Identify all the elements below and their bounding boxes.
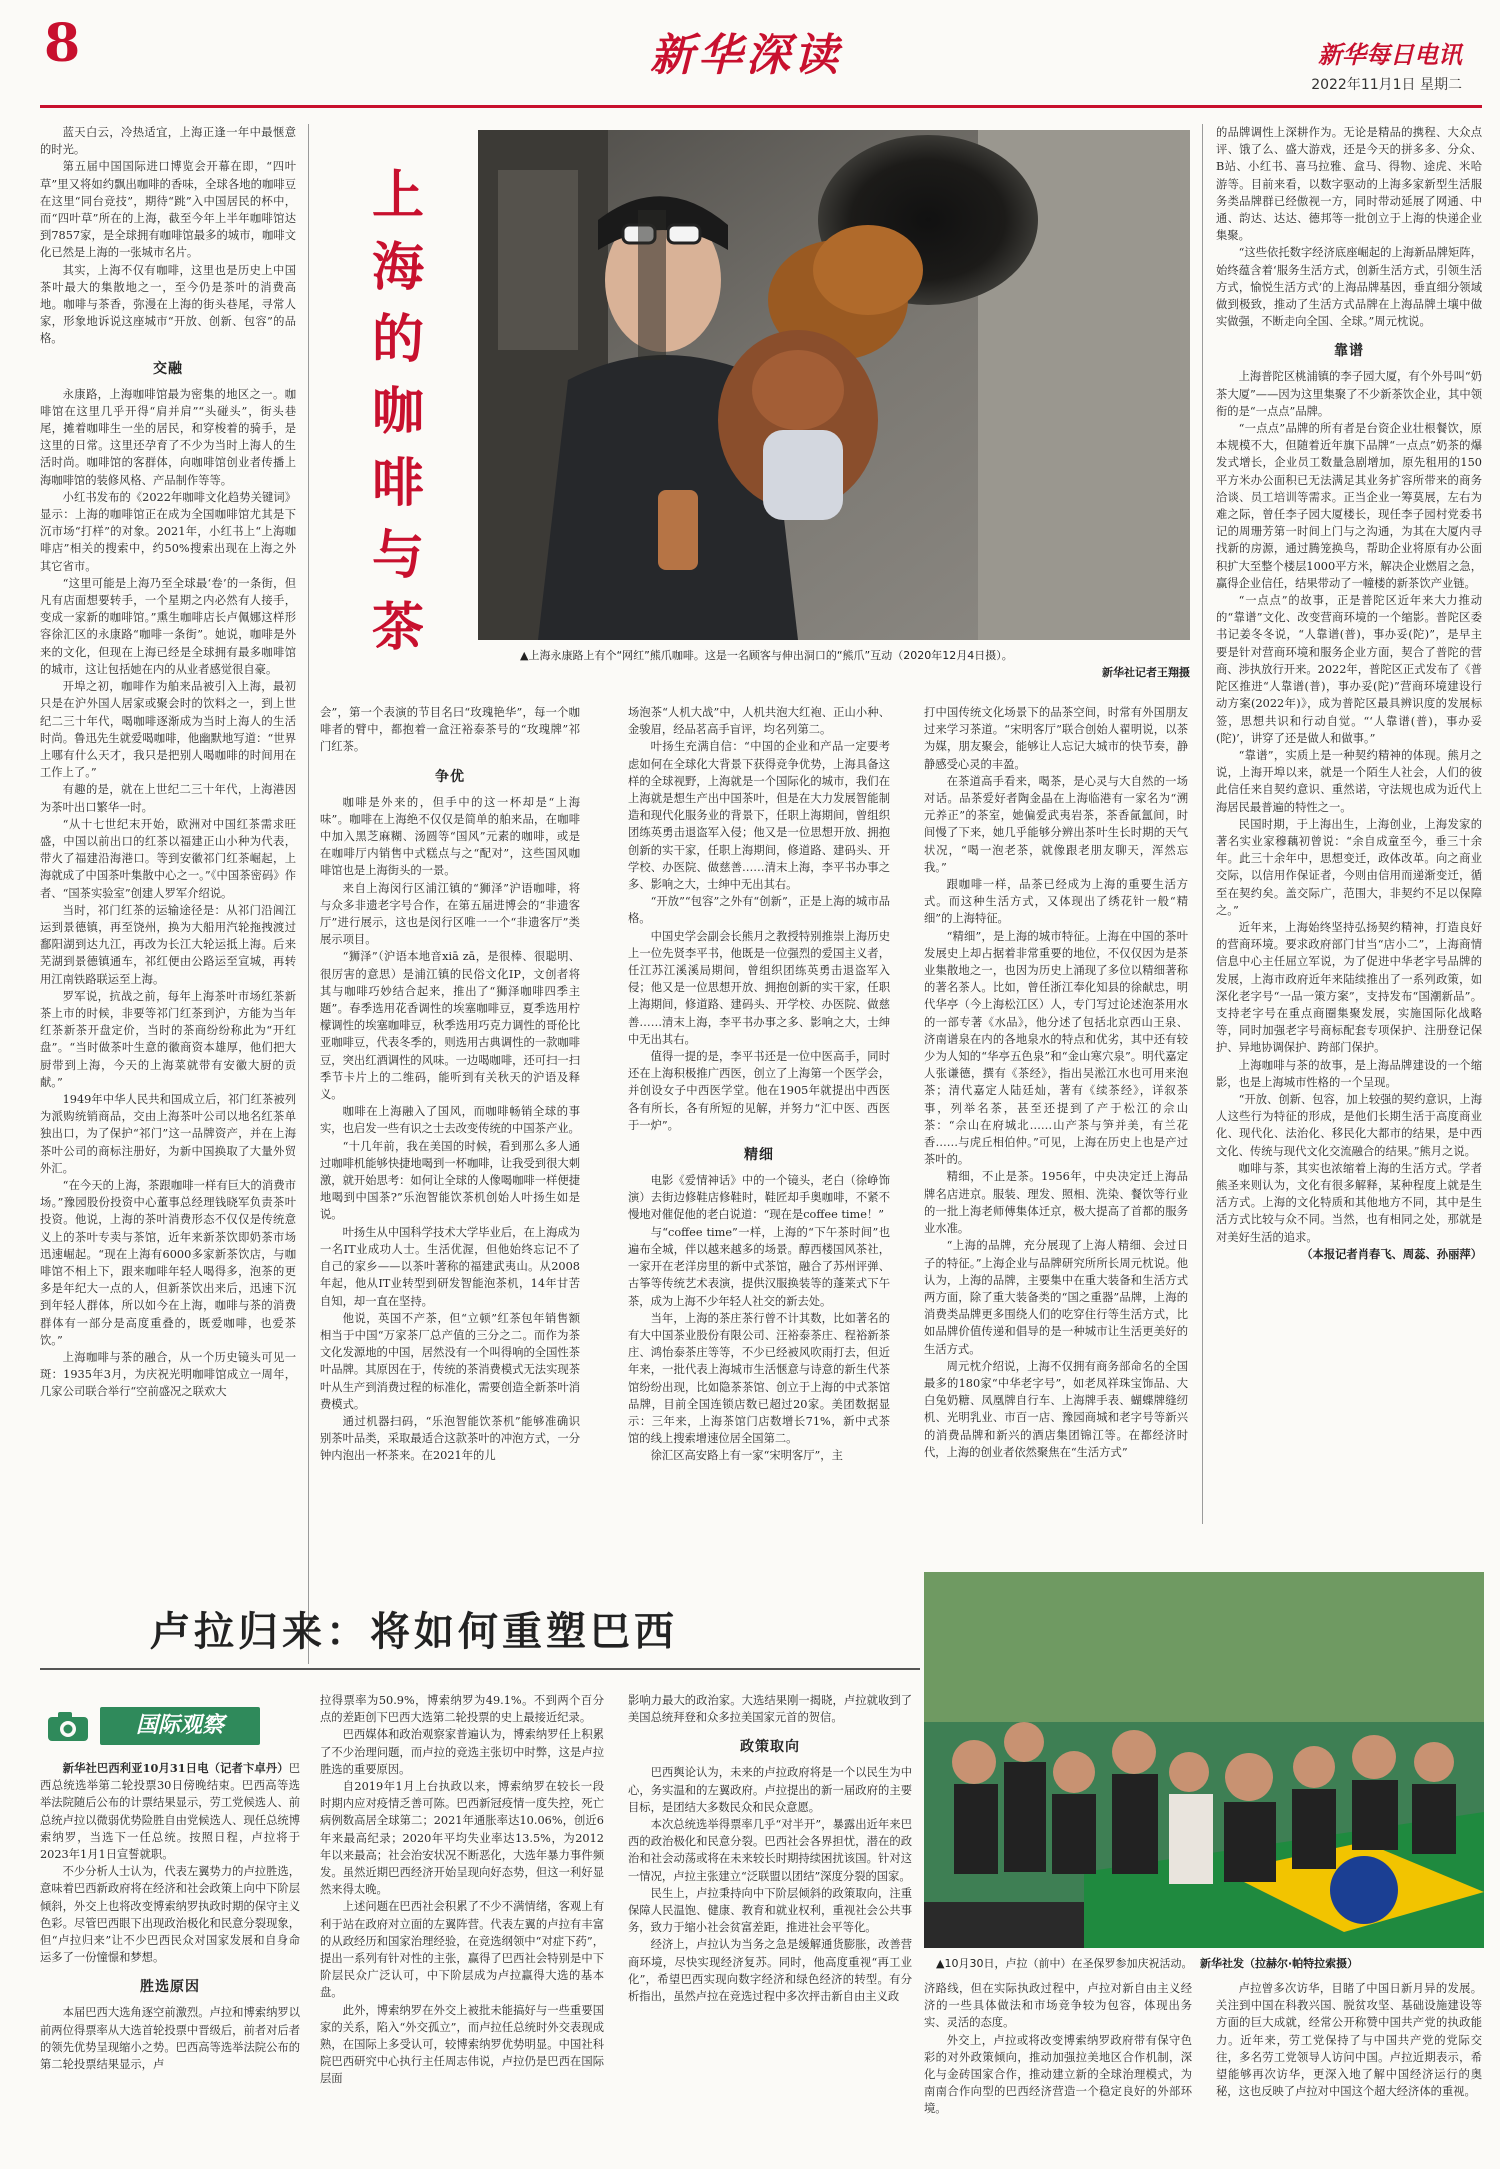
feature-photo [478,130,1190,640]
dateline-paragraph [40,1760,300,1863]
paragraph: “这里可能是上海乃至全球最‘卷’的一条街，但凡有店面想要转手，一个星期之内必然有人接手，变成一家新的咖啡馆。”熏生咖啡店长卢佩娜这样形容徐汇区的永康路“咖啡一条街”。她说，咖啡是外来的文化，但现在上海已经是全球拥有最多咖啡馆的城市，这让包括她在内的从业者感觉很自豪。 [40,576,296,676]
paragraph: 蓝天白云，冷热适宜，上海正逢一年中最惬意的时光。 [40,126,296,157]
section-title: 新华深读 [650,30,842,81]
paragraph: 上海咖啡与茶的故事，是上海品牌建设的一个缩影，也是上海城市性格的一个呈现。 [1216,1058,1482,1089]
section-divider [40,1668,920,1670]
paragraph: 的品牌调性上深耕作为。无论是精品的携程、大众点评、饿了么、盛大游戏，还是今天的拼多多、分众、B站、小红书、喜马拉雅、盒马、得物、途虎、米哈游等。目前来看，以数字驱动的上海多家新型生活服务类品牌群已经傲视一方，同时带动延展了网通、中通、韵达、达达、德邦等一批创立于上海的快递企业集聚。 [1216,126,1482,243]
world-headline: 卢拉归来：将如何重塑巴西 [150,1608,678,1655]
paragraph: 罗军说，抗战之前，每年上海茶叶市场红茶新茶上市的时候，非要等祁门红茶到沪，方能为当年红茶新茶开盘定价，当时的茶商纷纷称此为“开红盘”。“当时做茶叶生意的徽商资本雄厚，他们把大厨带到上海，今天的上海菜就带有安徽大厨的贡献。” [40,989,296,1089]
paragraph: 济路线，但在实际执政过程中，卢拉对新自由主义经济的一些具体做法和市场竞争较为包容，体现出务实、灵活的态度。 [924,1982,1192,2030]
badge-label: 国际观察 [100,1707,260,1745]
world-column-4 [924,1980,1192,2164]
paragraph: 民国时期，于上海出生，上海创业，上海发家的著名实业家穆藕初曾说：“余自成童至今，垂三十余年。此三十余年中，思想变迁，政体改革。向之商业交际，以信用作保证者，今则由信用而递渐变迁，循至在契约矣。盖交际广，范围大，非契约不足以保障之。” [1216,817,1482,917]
camera-icon-svg [46,1709,92,1743]
paragraph: 本次总统选举得票率几乎“对半开”，暴露出近年来巴西的政治极化和民意分裂。巴西社会各界担忧，潜在的政治和社会动荡或将在未来较长时期持续困扰该国。针对这一情况，卢拉主张建立“泛联盟以团结”深度分裂的国家。 [628,1818,912,1883]
feature-column-3 [628,704,890,1664]
feature-photo-credit: 新华社记者王翔摄 [1102,666,1190,679]
paragraph: 会”，第一个表演的节目名曰“玫瑰艳华”，每一个咖啡者的臂中，都抱着一盒汪裕泰茶号的“玫瑰牌”祁门红茶。 [320,706,580,754]
paragraph: 当年，上海的茶庄茶行曾不计其数，比如著名的有大中国茶业股份有限公司、汪裕泰茶庄、程裕新茶庄、鸿怡泰茶庄等等，不少已经被风吹雨打去，但近年来，一批代表上海城市生活惬意与诗意的新生代茶馆纷纷出现，比如隐茶茶馆、创立于上海的中式茶馆品牌，目前全国连锁店数已超过20家。美团数据显示：三年来，上海茶馆门店数增长71%，新中式茶馆的线上搜索增速位居全国第二。 [628,1311,890,1446]
feature-title [362,160,434,660]
camera-icon [46,1709,92,1743]
paragraph: 通过机器扫码，“乐泡智能饮茶机”能够准确识别茶叶品类，采取最适合这款茶叶的冲泡方式，一分钟内泡出一杯茶来。在2021年的儿 [320,1414,580,1463]
paragraph: 经济上，卢拉认为当务之急是缓解通货膨胀，改善营商环境，尽快实现经济复苏。同时，他高度重视“再工业化”，希望巴西实现向数字经济和绿色经济的转型。有分析指出，虽然卢拉在竞选过程中多次抨击新自由主义政 [628,1938,912,2004]
subheading: 精细 [744,1147,774,1164]
subheading: 争优 [435,768,465,785]
issue-date: 2022年11月1日 星期二 [1311,77,1462,93]
paragraph: 与“coffee time”一样，上海的“下午茶时间”也遍布全城，伴以越来越多的场景。醇西楼国风茶社，一家开在老洋房里的新中式茶馆，融合了苏州评弹、古筝等传统艺术表演，提供汉服换装等的蓬莱式下午茶，成为上海不少年轻人社交的新去处。 [628,1225,890,1308]
subheading: 交融 [153,360,183,377]
caption-text: ▲10月30日，卢拉（前中）在圣保罗参加庆祝活动。 [936,1957,1193,1970]
title-char: 啡 [371,453,424,514]
title-char: 的 [371,309,424,370]
paragraph: 精细，不止是茶。1956年，中央决定迁上海品牌名店进京。服装、理发、照相、洗染、餐饮等行业的一批上海老师傅集体迁京，极大提高了首都的服务业水准。 [924,1170,1188,1236]
title-char: 海 [371,237,424,298]
paragraph: “一点点”的故事，正是普陀区近年来大力推动的“靠谱”文化、改变营商环境的一个缩影。普陀区委书记姜冬冬说，“人靠谱(普)，事办妥(陀)”，是早主要是针对营商环境和服务企业方面，契合了普陀的营商、涉执放行开来。2022年，普陀区正式发布了《普陀区推进“人靠谱(普)，事办妥(陀)”营商环境建设行动方案(2022年)》，成为普陀区最具辨识度的发展标签，思想共识和行动自觉。“‘人靠谱(普)，事办妥(陀)’，讲穿了还是做人和做事。” [1216,594,1482,745]
feature-column-1 [40,124,296,1664]
paragraph: “狮泽”（沪语本地音xiā zā，是很棒、很聪明、很厉害的意思）是浦江镇的民俗文化IP，文创者将其与咖啡巧妙结合起来，推出了“狮泽咖啡四季主题”。春季选用花香调性的埃塞咖啡豆，夏季选用柠檬调性的埃塞咖啡豆，秋季选用巧克力调性的哥伦比亚咖啡豆，代表冬季的，则选用古典调性的一款咖啡豆，突出红酒调性的风味。一边喝咖啡，还可扫一扫季节卡片上的二维码，能听到有关秋天的沪语及释义。 [320,950,580,1102]
paragraph: “十几年前，我在美国的时候，看到那么多人通过咖啡机能够快捷地喝到一杯咖啡，让我受到很大刺激，就开始思考：如何让全球的人像喝咖啡一样便捷地喝到中国茶?”乐泡智能饮茶机创始人叶扬生如是说。 [320,1139,580,1222]
paragraph: 第五届中国国际进口博览会开幕在即，“四叶草”里又将如约飘出咖啡的香味，全球各地的咖啡豆在这里“同台竞技”，期待“跳”入中国居民的杯中，而“四叶草”所在的上海，截至今年上半年咖啡馆达到7857家，是全球拥有咖啡馆最多的城市，咖啡文化已然是上海的一张城市名片。 [40,160,296,260]
byline: （本报记者肖春飞、周蕊、孙丽萍） [1301,1246,1482,1261]
paragraph: 打中国传统文化场景下的品茶空间，时常有外国朋友过来学习茶道。“宋明客厅”联合创始人翟明说，以茶为媒，朋友聚会，能够让人忘记大城市的快节奏，静静感受心灵的丰盈。 [924,706,1188,771]
celebration-photo [924,1572,1484,1948]
paragraph: “一点点”品牌的所有者是台资企业壮根餐饮，原本规模不大，但随着近年旗下品牌“一点点”奶茶的爆发式增长，企业员工数量急剧增加，原先租用的150平方米办公面积已无法满足其业务扩容所带来的商务洽谈、员工培训等需求。正当企业一筹莫展，左右为难之际，曾任李子园大厦楼长，现任李子园村党委书记的周珊芳第一时间上门与之沟通，为其在大厦内寻找新的房源，通过腾笼换鸟，帮助企业将原有办公面积扩大至整个楼层1000平方米，解决企业燃眉之急，赢得企业信任，结果带动了一幢楼的新茶饮产业链。 [1216,422,1482,590]
dateline: 新华社巴西利亚10月31日电（记者卞卓丹） [62,1761,289,1775]
world-photo [924,1572,1484,1948]
paragraph: 拉得票率为50.9%，博索纳罗为49.1%。不到两个百分点的差距创下巴西大选第二轮投票的史上最接近纪录。 [320,1694,604,1725]
world-column-1 [40,1760,300,2164]
page-header [0,0,1500,104]
column-divider [308,124,309,1664]
paragraph: “开放、创新、包容，加上较强的契约意识，上海人这些行为特征的形成，是他们长期生活于高度商业化、现代化、法治化、移民化大都市的结果，是中西文化、传统与现代文化交流融合的结果。”熊月之说。 [1216,1092,1482,1158]
subheading: 胜选原因 [140,1979,200,1996]
title-char: 咖 [371,381,424,442]
paragraph: “从十七世纪末开始，欧洲对中国红茶需求旺盛，中国以前出口的红茶以福建正山小种为代表，带火了福建沿海港口。等到安徽祁门红茶崛起，上海就成了中国茶叶集散中心之一。”《中国茶密码》作者、“国茶实验室”创建人罗军介绍说。 [40,817,296,900]
paragraph: 民生上，卢拉秉持向中下阶层倾斜的政策取向，注重保障人民温饱、健康、教育和就业权利，重视社会公共事务，致力于缩小社会贫富差距，推进社会平等化。 [628,1886,912,1935]
feature-column-4 [924,704,1188,1664]
world-column-2 [320,1692,604,2164]
paragraph: 叶扬生从中国科学技术大学毕业后，在上海成为一名IT业成功人士。生活优渥，但他始终忘记不了自己的家乡——以茶叶著称的福建武夷山。从2008年起，他从IT业转型到研发智能泡茶机，14年甘苦自知，却一直在坚持。 [320,1225,580,1308]
subheading: 靠谱 [1334,343,1364,360]
paragraph: “靠谱”，实质上是一种契约精神的体现。熊月之说，上海开埠以来，就是一个陌生人社会，人们的彼此信任来自契约意识、重然诺，守法规也成为近代上海居民最普遍的特性之一。 [1216,748,1482,814]
paragraph: 跟咖啡一样，品茶已经成为上海的重要生活方式。而这种生活方式，又体现出了绣花针一般“精细”的上海特征。 [924,878,1188,926]
feature-column-2 [320,704,580,1664]
coffee-shop-photo [478,130,1190,640]
paragraph: 叶扬生充满自信：“中国的企业和产品一定要考虑如何在全球化大背景下获得竞争优势，上海具备这样的全球视野，上海就是一个国际化的城市，我们在上海就是想生产出中国茶叶，但是在大力发展智能制造和现代化服务业的背景下，任职上海期间，曾组织团练英勇击退盗军入侵；他又是一位思想开放、拥抱创新的实干家，任职上海期间，修道路、建码头、开学校、办医院、做慈善……清末上海，李平书办事之多、影响之大，士绅中无出其右。 [628,740,890,892]
paragraph: 巴西舆论认为，未来的卢拉政府将是一个以民生为中心，务实温和的左翼政府。卢拉提出的新一届政府的主要目标，是团结大多数民众和民众意愿。 [628,1766,912,1814]
paragraph: “这些依托数字经济底座崛起的上海新品牌矩阵，始终蕴含着‘服务生活方式，创新生活方式，引领生活方式，愉悦生活方式’的上海品牌基因，垂直细分领域做到极致，推动了生活方式品牌在上海品牌土壤中做实做强，不断走向全国、全球。”周元枕说。 [1216,246,1482,329]
paragraph: 当时，祁门红茶的运输途径是：从祁门沿阊江运到景德镇，再至饶州，换为大船用汽轮拖拽渡过鄱阳湖到达九江，再改为长江大轮运抵上海。后来芜湖到景德镇通车，祁红便由公路运至宣城，再转用江南铁路联运至上海。 [40,903,296,986]
feature-column-5 [1216,124,1482,1524]
paragraph: 开埠之初，咖啡作为舶来品被引入上海，最初只是在沪外国人居家或聚会时的饮料之一，到上世纪二三十年代，喝咖啡逐渐成为当时上海人的生活时尚。鲁迅先生就爱喝咖啡，他幽默地写道：“世界上哪有什么天才，我只是把别人喝咖啡的时间用在工作上了。” [40,680,296,780]
paragraph: 值得一提的是，李平书还是一位中医高手，同时还在上海积极推广西医，创立了上海第一个医学会，并创设女子中西医学堂。他在1905年就提出中西医各有所长，各有所短的见解，并努力“汇中医、西医于一炉”。 [628,1050,890,1132]
paragraph: 此外，博索纳罗在外交上被批未能搞好与一些重要国家的关系，陷入“外交孤立”，而卢拉任总统时外交表现成熟，在国际上多受认可，较博索纳罗优势明显。中国社科院巴西研究中心执行主任周志伟说，卢拉仍是巴西在国际层面 [320,2003,604,2086]
paragraph: 他说，英国不产茶，但“立顿”红茶包年销售额相当于中国“万家茶厂总产值的三分之二。而作为茶文化发源地的中国，居然没有一个叫得响的全国性茶叶品牌。其原因在于，传统的茶消费模式无法实现茶叶从生产到消费过程的标准化，需要创造全新茶叶消费模式。 [320,1311,580,1411]
paragraph: 外交上，卢拉或将改变博索纳罗政府带有保守色彩的对外政策倾向，推动加强拉美地区合作机制，深化与金砖国家合作，推动建立新的全球治理模式，为南南合作向型的巴西经济营造一个稳定良好的外部环境。 [924,2033,1192,2116]
paragraph: 电影《爱情神话》中的一个镜头，老白（徐峥饰演）去街边修鞋店修鞋时，鞋匠却手奥咖啡，不紧不慢地对催促他的老白说道：“现在是coffee time！” [628,1174,890,1222]
paragraph: 自2019年1月上台执政以来，博索纳罗在较长一段时期内应对疫情乏善可陈。巴西新冠疫情一度失控，死亡病例数高居全球第二；2021年通胀率达10.06%，创近6年来最高纪录；2020年平均失业率达13.5%，为2012年以来最高；社会治安状况不断恶化，大选年暴力事件频发。虽然近期巴西经济开始呈现向好态势，但这一利好显然来得太晚。 [320,1780,604,1897]
paragraph: 不少分析人士认为，代表左翼势力的卢拉胜选，意味着巴西新政府将在经济和社会政策上向中下阶层倾斜，外交上也将改变博索纳罗执政时期的保守主义色彩。尽管巴西眼下出现政治极化和民意分裂现象，但“卢拉归来”让不少巴西民众对国家发展和自身命运多了一份憧憬和梦想。 [40,1865,300,1965]
world-column-5 [1216,1980,1482,2164]
title-char: 上 [371,165,424,226]
paragraph: 影响力最大的政治家。大选结果刚一揭晓，卢拉就收到了美国总统拜登和众多拉美国家元首的贺信。 [628,1694,912,1725]
paragraph: 1949年中华人民共和国成立后，祁门红茶被列为派购统销商品，交由上海茶叶公司以地名红茶单独出口，为了保护“祁门”这一品牌资产，并在上海茶叶公司的商标注册好，为新中国换取了大量外贸外汇。 [40,1092,296,1175]
world-photo-caption [936,1956,1476,1971]
paragraph: 上海咖啡与茶的融合，从一个历史镜头可见一斑：1935年3月，为庆祝光明咖啡馆成立一周年，几家公司联合举行“空前盛况之联欢大 [40,1351,296,1399]
paragraph: 其实，上海不仅有咖啡，这里也是历史上中国茶叶最大的集散地之一，至今仍是茶叶的消费高地。咖啡与茶香，弥漫在上海的街头巷尾，寻常人家，形象地诉说这座城市“开放、创新、包容”的品格。 [40,263,296,346]
paragraph: 永康路，上海咖啡馆最为密集的地区之一。咖啡馆在这里几乎开得“肩并肩”“头碰头”，街头巷尾，摊着咖啡生一坐的居民，和穿梭着的骑手，是这里的日常。这里还孕育了不少为当时上海人的生活时尚。咖啡馆的客群体，向咖啡馆创业者传播上海咖啡馆的装修风格、产品制作等等。 [40,387,296,487]
paragraph: “在今天的上海，茶跟咖啡一样有巨大的消费市场。”豫园股份投资中心董事总经理钱晓军负责茶叶投资。他说，上海的茶叶消费形态不仅仅是传统意义上的茶叶专卖与茶馆，近年来新茶饮即奶茶市场迅速崛起。“现在上海有6000多家新茶饮店，与咖啡馆不相上下，跟来咖啡年轻人喝得多，泡茶的更多是年纪大一点的人，但新茶饮出来后，迅速下沉到年轻人群体，所以如今在上海，咖啡与茶的消费群体有一部分是高度重叠的，既爱咖啡，也爱茶饮。” [40,1178,296,1347]
paragraph: 咖啡是外来的，但手中的这一杯却是“上海味”。咖啡在上海绝不仅仅是简单的舶来品，在咖啡中加入黑芝麻糊、汤圆等“国风”元素的咖啡，或是在咖啡厅内销售中式糕点与之“配对”，这些国风咖啡馆也是上海街头的一景。 [320,795,580,878]
paragraph: 上海普陀区桃浦镇的李子园大厦，有个外号叫“奶茶大厦”——因为这里集聚了不少新茶饮企业，其中领衔的是“一点点”品牌。 [1216,370,1482,418]
title-char: 茶 [371,597,424,658]
paragraph: 场泡茶“人机大战”中，人机共泡大红袍、正山小种、金骏眉，经品茗高手盲评，均名列第二。 [628,706,890,737]
paragraph: 有趣的是，就在上世纪二三十年代，上海港因为茶叶出口繁华一时。 [40,783,296,814]
paragraph: 小红书发布的《2022年咖啡文化趋势关键词》显示：上海的咖啡馆正在成为全国咖啡馆尤其是下沉市场“打样”的对象。2021年，小红书上“上海咖啡店”相关的搜索中，约50%搜索出现在上海之外其它省市。 [40,490,296,573]
paragraph: “开放”“包容”之外有“创新”，正是上海的城市品格。 [628,895,890,926]
feature-photo-caption [520,648,1190,663]
paragraph: 上述问题在巴西社会积累了不少不满情绪，客观上有利于站在政府对立面的左翼阵营。代表左翼的卢拉有丰富的从政经历和国家治理经验，在竞选纲领中“对症下药”，提出一系列有针对性的主张，赢得了巴西社会特别是中下阶层民众广泛认可，中下阶层成为卢拉赢得大选的基本盘。 [320,1900,604,2000]
paragraph: 本届巴西大选角逐空前激烈。卢拉和博索纳罗以前两位得票率从大选首轮投票中晋级后，前者对后者的领先优势呈现缩小之势。巴西高等选举法院公布的第二轮投票结果显示，卢 [40,2006,300,2072]
paragraph: 巴西媒体和政治观察家普遍认为，博索纳罗任上积累了不少治理问题，而卢拉的竞选主张切中时弊，这是卢拉胜选的重要原因。 [320,1728,604,1776]
caption-text: ▲上海永康路上有个“网红”熊爪咖啡。这是一名顾客与伸出洞口的“熊爪”互动（2020年12月4日摄）。 [520,649,1013,662]
paper-brand: 新华每日电讯 [1318,40,1462,69]
paragraph: 周元枕介绍说，上海不仅拥有商务部命名的全国最多的180家“中华老字号”，如老凤祥珠宝饰品、大白兔奶糖、凤凰牌自行车、上海牌手表、蝴蝶牌缝纫机、光明乳业、市百一店、豫园商城和老字号等新兴的消费品牌和新兴的酒店集团锦江等。在都经济时代，上海的创业者依然聚焦在“生活方式” [924,1359,1188,1459]
paragraph: 在茶道高手看来，喝茶，是心灵与大自然的一场对话。品茶爱好者陶金晶在上海临港有一家名为“溯元养正”的茶室，她偏爱武夷岩茶，茶香氤氲间，时间慢了下来，她几乎能够分辨出茶叶生长时期的天气状况，“喝一泡老茶，就像跟老朋友聊天，浑然忘我。” [924,774,1188,874]
paragraph: 近年来，上海始终坚持弘扬契约精神，打造良好的营商环境。要求政府部门甘当“店小二”，上海商情信息中心主任屈立军说，为了促进中华老字号品牌的发展，上海市政府近年来陆续推出了一系列政策，如深化老字号“一品一策方案”，支持发布“国潮新品”。支持老字号在重点商圈集聚发展，实施国际化战略等，同时加强老字号商标配套专项保护、注册登记保护、异地协调保护、跨部门保护。 [1216,920,1482,1055]
paragraph: 来自上海闵行区浦江镇的“狮泽”沪语咖啡，将与众多非遗老字号合作，在第五届进博会的“非遗客厅”进行展示，这也是闵行区唯一一个“非遗客厅”类展示项目。 [320,881,580,947]
page-number: 8 [44,13,81,74]
paragraph: 卢拉曾多次访华，目睹了中国日新月异的发展。关注到中国在科教兴国、脱贫攻坚、基础设施建设等方面的巨大成就，经常公开称赞中国共产党的执政能力。近年来，劳工党保持了与中国共产党的党际交往，多名劳工党领导人访问中国。卢拉近期表示，希望能够再次访华，更深入地了解中国经济运行的奥秘，这也反映了卢拉对中国这个超大经济体的重视。 [1216,1982,1482,2099]
dateline-text: 巴西总统选举第二轮投票30日傍晚结束。巴西高等选举法院随后公布的计票结果显示，劳工党候选人、前总统卢拉以微弱优势险胜自由党候选人、现任总统博索纳罗，当选下一任总统。按照日程，卢拉将于2023年1月1日宣誓就职。 [40,1762,300,1862]
column-badge [46,1703,260,1749]
paragraph: 徐汇区高安路上有一家“宋明客厅”，主 [650,1449,843,1463]
column-divider [1202,124,1203,1524]
paragraph: 咖啡在上海融入了国风，而咖啡畅销全球的事实，也启发一些有识之士去改变传统的中国茶产业。 [320,1105,580,1136]
caption-credit: 新华社发（拉赫尔·帕特拉索摄） [1199,1957,1359,1970]
paragraph: 咖啡与茶，其实也浓缩着上海的生活方式。学者熊圣来则认为，文化有很多解释，某种程度上就是生活方式。上海的文化特质和其他地方不同，其中是生活方式比较与众不同。当然，也有相同之处，那就是对美好生活的追求。 [1216,1161,1482,1244]
world-column-3 [628,1692,912,2164]
header-rule [40,105,1482,108]
title-char: 与 [371,525,424,586]
paragraph: “上海的品牌，充分展现了上海人精细、会过日子的特征。”上海企业与品牌研究所所长周元枕说。他认为，上海的品牌，主要集中在重大装备和生活方式两方面，除了重大装备类的“国之重器”品牌，上海的消费类品牌更多围绕人们的吃穿住行等生活方式，比如品牌价值传递和倡导的是一种城市让生活更美好的生活方式。 [924,1239,1188,1356]
paragraph: 中国史学会副会长熊月之教授特别推崇上海历史上一位先贤李平书，他既是一位强烈的爱国主义者，任江苏江溪溪局期间，曾组织团练英勇击退盗军入侵；他又是一位思想开放、拥抱创新的实干家，任职上海期间，修道路、建码头、开学校、办医院、做慈善……清末上海，李平书办事之多、影响之大，士绅中无出其右。 [628,929,890,1046]
paragraph: “精细”，是上海的城市特征。上海在中国的茶叶发展史上却占据着非常重要的地位，不仅仅因为是茶业集散地之一，也因为历史上涌现了多位以精细著称的著名茶人。比如，曾任浙江奉化知县的徐献忠，明代华亭（今上海松江区）人，专门写过论述泡茶用水的一部专著《水品》，他分述了包括北京西山王泉、济南谱泉在内的各地泉水的特点和优劣，其中还有较少为人知的“华亭五色泉”和“金山寒穴泉”。明代嘉定人张谦德，撰有《茶经》，指出吴淞江水也可用来泡茶；清代嘉定人陆廷灿，著有《续茶经》，详叙茶事，列举名茶，甚至还提到了产于松江的佘山茶：“佘山在府城北……山产茶与笋并美，有兰花香……与虎丘相伯仲。”可见，上海在历史上也是产过茶叶的。 [924,929,1188,1167]
subheading: 政策取向 [740,1739,800,1756]
